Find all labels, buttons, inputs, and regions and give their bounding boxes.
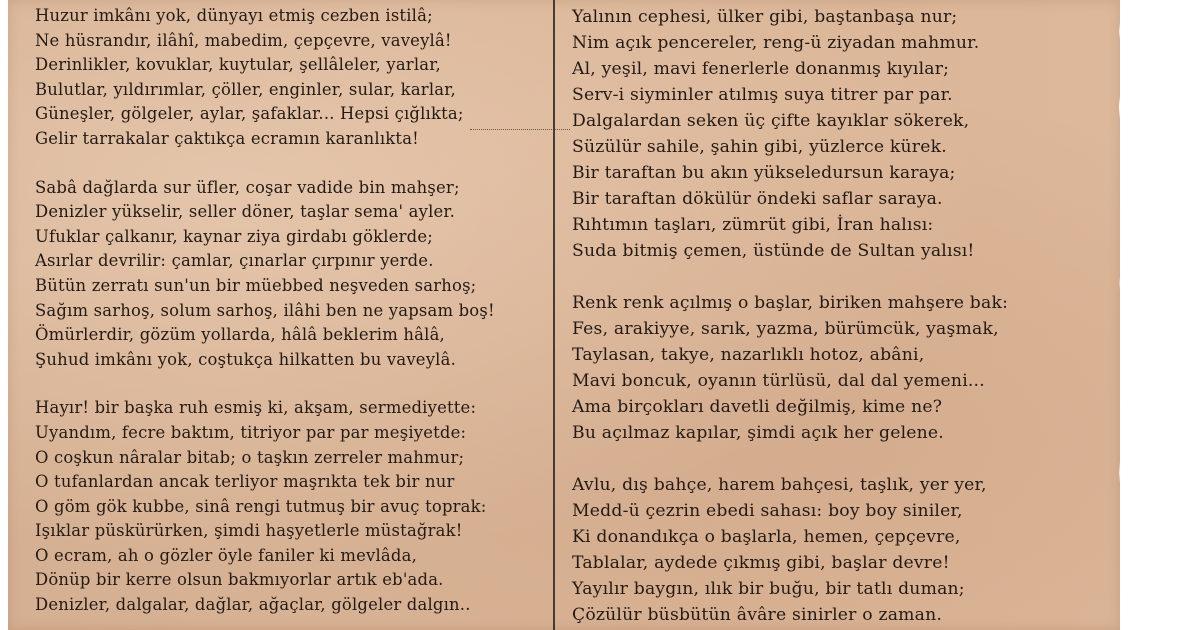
poem-line: Avlu, dış bahçe, harem bahçesi, taşlık, yer yer, bbox=[572, 475, 987, 495]
poem-stanza bbox=[572, 472, 1092, 628]
column-divider bbox=[553, 0, 555, 630]
poem-stanza bbox=[35, 4, 540, 152]
poem-line: Taylasan, takye, nazarlıklı hotoz, abâni, bbox=[572, 345, 925, 365]
poem-line: O tufanlardan ancak terliyor maşrıkta tek bir nur bbox=[35, 472, 455, 492]
poem-line: Yalının cephesi, ülker gibi, baştanbaşa nur; bbox=[572, 7, 958, 27]
poem-line: Çözülür büsbütün âvâre sinirler o zaman. bbox=[572, 605, 943, 625]
poem-line: Renk renk açılmış o başlar, biriken mahşere bak: bbox=[572, 293, 1009, 313]
poem-line: Şuhud imkânı yok, coştukça hilkatten bu vaveylâ. bbox=[35, 349, 456, 369]
poem-line: Ufuklar çalkanır, kaynar ziya girdabı göklerde; bbox=[35, 226, 433, 246]
poem-line: Al, yeşil, mavi fenerlerle donanmış kıyılar; bbox=[572, 59, 950, 79]
poem-line: Bir taraftan bu akın yükseledursun karaya; bbox=[572, 163, 956, 183]
poem-line: Ama birçokları davetli değilmiş, kime ne? bbox=[572, 397, 943, 417]
poem-line: Denizler, dalgalar, dağlar, ağaçlar, gölgeler dalgın.. bbox=[35, 595, 471, 615]
poem-line: Medd-ü çezrin ebedi sahası: boy boy siniler, bbox=[572, 501, 963, 521]
poem-line: Denizler yükselir, seller döner, taşlar sema' ayler. bbox=[35, 202, 456, 222]
poem-line: Uyandım, fecre baktım, titriyor par par meşiyetde: bbox=[35, 422, 467, 442]
poem-line: Suda bitmiş çemen, üstünde de Sultan yalısı! bbox=[572, 241, 975, 261]
poem-line: Yayılır baygın, ılık bir buğu, bir tatlı duman; bbox=[572, 579, 965, 599]
poem-line: Ki donandıkça o başlarla, hemen, çepçevre, bbox=[572, 527, 961, 547]
poem-line: O ecram, ah o gözler öyle faniler ki mevlâda, bbox=[35, 545, 417, 565]
poem-line: Serv-i siyminler atılmış suya titrer par par. bbox=[572, 85, 953, 105]
left-poem-column bbox=[35, 4, 540, 618]
poem-line: Rıhtımın taşları, zümrüt gibi, İran halısı: bbox=[572, 215, 934, 235]
poem-line: O göm gök kubbe, sinâ rengi tutmuş bir avuç toprak: bbox=[35, 496, 487, 516]
poem-line: Ne hüsrandır, ilâhî, mabedim, çepçevre, vaveylâ! bbox=[35, 30, 452, 50]
poem-line: Güneşler, gölgeler, aylar, şafaklar... Hepsi çığlıkta; bbox=[35, 104, 464, 124]
poem-line: Bir taraftan dökülür öndeki saflar saraya. bbox=[572, 189, 943, 209]
right-poem-column bbox=[572, 4, 1092, 628]
poem-line: Sağım sarhoş, solum sarhoş, ilâhi ben ne yapsam boş! bbox=[35, 300, 495, 320]
poem-line: Dalgalardan seken üç çifte kayıklar sökerek, bbox=[572, 111, 970, 131]
poem-line: Ömürlerdir, gözüm yollarda, hâlâ beklerim hâlâ, bbox=[35, 325, 445, 345]
poem-line: Sabâ dağlarda sur üfler, coşar vadide bin mahşer; bbox=[35, 177, 460, 197]
poem-stanza bbox=[35, 176, 540, 373]
poem-line: Süzülür sahile, şahin gibi, yüzlerce kürek. bbox=[572, 137, 947, 157]
poem-line: Hayır! bir başka ruh esmiş ki, akşam, sermediyette: bbox=[35, 398, 477, 418]
poem-stanza bbox=[572, 4, 1092, 264]
poem-line: Bu açılmaz kapılar, şimdi açık her gelene. bbox=[572, 423, 944, 443]
poem-line: Bulutlar, yıldırımlar, çöller, enginler, sular, karlar, bbox=[35, 79, 456, 99]
poem-stanza bbox=[35, 396, 540, 617]
poem-line: Fes, arakiyye, sarık, yazma, bürümcük, yaşmak, bbox=[572, 319, 999, 339]
poem-line: Asırlar devrilir: çamlar, çınarlar çırpınır yerde. bbox=[35, 251, 434, 271]
poem-line: Işıklar püskürürken, şimdi haşyetlerle müstağrak! bbox=[35, 521, 463, 541]
poem-line: Dönüp bir kerre olsun bakmıyorlar artık eb'ada. bbox=[35, 570, 444, 590]
poem-line: Bütün zerratı sun'un bir müebbed neşveden sarhoş; bbox=[35, 275, 477, 295]
poem-stanza bbox=[572, 290, 1092, 446]
poem-line: Tablalar, aydede çıkmış gibi, başlar devre! bbox=[572, 553, 950, 573]
poem-line: Huzur imkânı yok, dünyayı etmiş cezben istilâ; bbox=[35, 6, 433, 25]
poem-line: Nim açık pencereler, reng-ü ziyadan mahmur. bbox=[572, 33, 980, 53]
torn-paper-edge bbox=[1112, 0, 1130, 630]
poem-line: O coşkun nâralar bitab; o taşkın zerreler mahmur; bbox=[35, 447, 465, 467]
poem-line: Derinlikler, kovuklar, kuytular, şellâleler, yarlar, bbox=[35, 55, 441, 75]
poem-line: Gelir tarrakalar çaktıkça ecramın karanlıkta! bbox=[35, 128, 419, 148]
poem-line: Mavi boncuk, oyanın türlüsü, dal dal yemeni... bbox=[572, 371, 985, 391]
newspaper-clipping bbox=[8, 0, 1120, 630]
